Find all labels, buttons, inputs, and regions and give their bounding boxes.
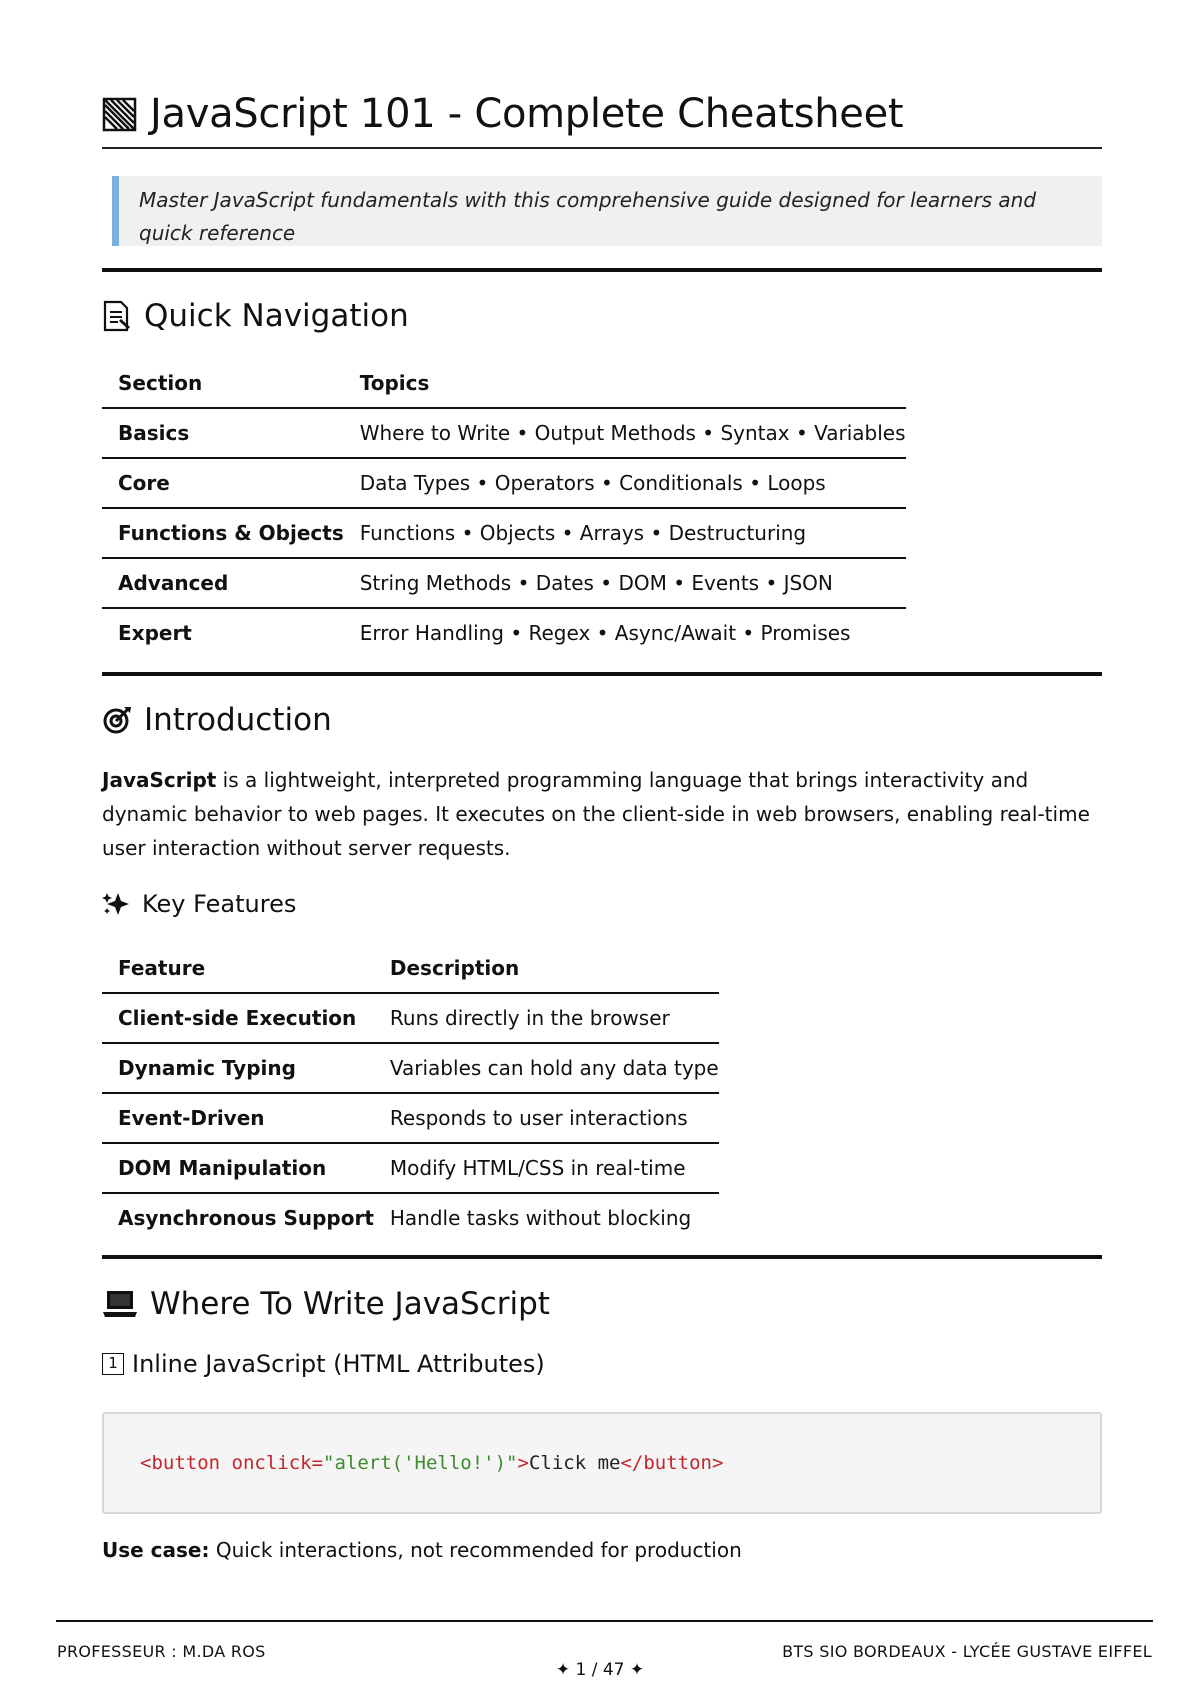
code-end-tag: </button> [620,1452,724,1474]
introduction-heading [102,698,332,742]
feature-name-cell: Client-side Execution [102,993,374,1043]
footer-school: BTS SIO BORDEAUX - LYCÉE GUSTAVE EIFFEL [782,1642,1152,1661]
navigation-heading [102,294,409,338]
table-row [102,408,906,458]
feature-description-cell: Handle tasks without blocking [389,1206,692,1230]
target-icon [102,705,132,735]
nav-topics-cell: Functions • Objects • Arrays • Destructuring [344,508,906,558]
title-divider [102,147,1102,149]
table-row [102,608,906,657]
nav-topics-cell: Error Handling • Regex • Async/Await • Promises [359,621,851,645]
feature-description-cell: Modify HTML/CSS in real-time [374,1143,719,1193]
code-bracket: > [517,1452,529,1474]
code-block [102,1412,1102,1514]
laptop-icon [102,1289,138,1319]
nav-topics-cell: Data Types • Operators • Conditionals • Loops [344,458,906,508]
page-number: ✦ 1 / 47 ✦ [555,1660,645,1680]
table-row [102,1193,719,1242]
column-header: Section [102,358,344,408]
feature-name-cell: Dynamic Typing [102,1043,374,1093]
nav-section-cell: Advanced [102,558,344,608]
table-row [102,1043,719,1093]
nav-topics-cell: String Methods • Dates • DOM • Events • JSON [344,558,906,608]
features-table [102,943,719,1242]
nav-section-cell: Basics [102,408,344,458]
column-header: Description [374,943,719,993]
feature-name-cell: DOM Manipulation [102,1143,374,1193]
table-row [102,1143,719,1193]
column-header: Feature [102,943,374,993]
nav-section-cell: Core [102,458,344,508]
feature-description-cell: Variables can hold any data type [374,1043,719,1093]
inline-js-heading [102,1346,545,1382]
table-row [102,993,719,1043]
page-title [102,80,903,148]
feature-name-cell: Asynchronous Support [118,1206,374,1230]
introduction-heading-text: Introduction [144,702,332,738]
sparkles-icon [102,891,130,917]
column-header: Topics [344,358,906,408]
introduction-lead: JavaScript [102,768,217,792]
section-divider [102,672,1102,676]
feature-name-cell: Event-Driven [102,1093,374,1143]
usecase-note [102,1533,742,1567]
code-open-tag: <button [140,1452,221,1474]
inline-js-heading-text: Inline JavaScript (HTML Attributes) [132,1350,545,1378]
page-icon [102,300,132,332]
navigation-heading-text: Quick Navigation [144,298,409,334]
notebook-icon [102,96,138,132]
table-header-row [102,358,906,408]
feature-description-cell: Responds to user interactions [374,1093,719,1143]
footer-professor: PROFESSEUR : M.DA ROS [57,1642,266,1661]
table-header-row [102,943,719,993]
code-string: "alert('Hello!')" [323,1452,518,1474]
table-row [102,458,906,508]
where-heading-text: Where To Write JavaScript [150,1286,550,1322]
where-heading [102,1282,550,1326]
nav-topics-cell: Where to Write • Output Methods • Syntax • Variables [344,408,906,458]
table-row [102,508,906,558]
code-text: Click me [528,1452,621,1474]
keycap-number: 1 [102,1353,124,1375]
introduction-paragraph [102,763,1102,865]
table-row [102,558,906,608]
section-divider [102,268,1102,272]
footer-divider [56,1620,1153,1622]
feature-description-cell: Runs directly in the browser [374,993,719,1043]
features-heading-text: Key Features [142,890,297,918]
section-divider [102,1255,1102,1259]
usecase-label: Use case: [102,1538,210,1562]
table-row [102,1093,719,1143]
navigation-table [102,358,906,657]
code-attribute: onclick= [220,1452,324,1474]
page-title-text: JavaScript 101 - Complete Cheatsheet [150,91,904,137]
features-heading [102,886,296,922]
nav-section-cell: Expert [118,621,192,645]
usecase-text: Quick interactions, not recommended for production [209,1538,742,1562]
introduction-text: is a lightweight, interpreted programming language that brings interactivity and dynamic behavior to web pages. It executes on the client-side in web browsers, enabling real-time user interaction without server requests. [102,768,1090,860]
nav-section-cell: Functions & Objects [102,508,344,558]
subtitle-blockquote: Master JavaScript fundamentals with this comprehensive guide designed for learners and quick reference [112,176,1102,246]
